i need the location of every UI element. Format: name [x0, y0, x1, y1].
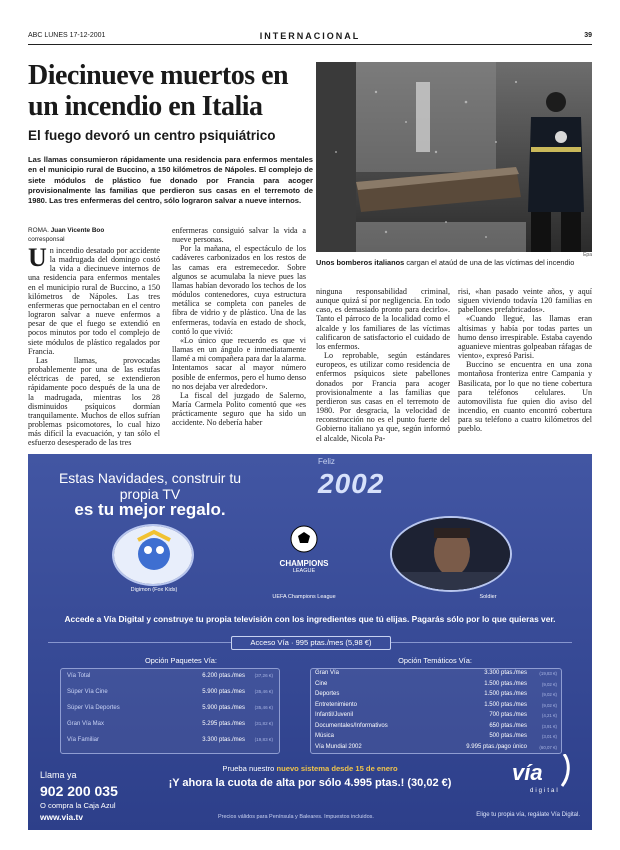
digimon-icon	[114, 526, 192, 584]
channel-label: Soldier	[479, 594, 497, 600]
package-row	[61, 685, 279, 701]
price-note: Precios válidos para Península y Baleares. Impuestos incluidos.	[218, 814, 374, 820]
byline	[28, 226, 160, 244]
package-euro: (37,26 €)	[254, 673, 273, 678]
paragraph: «Lo único que recuerdo es que vi llamas en un ángulo e inmediatamente llamé a mi compañera para dar la alarma. Intentamos sacar al mayor número posible de enfermos, pero el humo denso no nos dejaba ver alrededor».	[172, 335, 306, 391]
thematic-price: 500 ptas./mes	[489, 733, 527, 739]
article-column-2	[172, 226, 306, 427]
thematic-euro: (4,21 €)	[541, 713, 557, 718]
paragraph: enfermeras consiguió salvar la vida a nueve personas.	[172, 226, 306, 245]
article-column-3	[316, 287, 450, 443]
package-name: Súper Vía Deportes	[67, 705, 120, 711]
thematic-euro: (3,01 €)	[541, 734, 557, 739]
trial-text-b: nuevo sistema desde 15 de enero	[276, 764, 398, 773]
package-price: 5.900 ptas./mes	[202, 689, 245, 695]
call-now: Llama ya	[40, 770, 77, 780]
byline-role: corresponsal	[28, 236, 65, 243]
signup-offer: ¡Y ahora la cuota de alta por sólo 4.995 ptas.! (30,02 €)	[168, 777, 452, 789]
thematic-price: 650 ptas./mes	[489, 722, 527, 729]
ad-feliz: Feliz	[318, 457, 335, 466]
package-price: 3.300 ptas./mes	[202, 737, 245, 743]
news-photo	[316, 62, 592, 252]
package-euro: (35,46 €)	[254, 689, 273, 694]
coffin-bearers-photo	[316, 62, 592, 252]
thematic-euro: (3,91 €)	[541, 723, 557, 729]
thematic-price: 1.500 ptas./mes	[484, 701, 527, 708]
thematic-euro: (60,07 €)	[539, 744, 557, 750]
ad-headline: Estas Navidades, construir tu propia TV	[58, 470, 242, 502]
via-logo-text: vía	[512, 760, 543, 785]
website-link[interactable]: www.via.tv	[40, 812, 83, 822]
package-name: Súper Vía Cine	[67, 689, 108, 695]
thematic-row	[311, 732, 561, 743]
package-price: 5.900 ptas./mes	[202, 705, 245, 711]
channel-label: UEFA Champions League	[272, 594, 336, 600]
thematic-name: Deportes	[315, 691, 340, 697]
package-euro: (35,46 €)	[254, 705, 273, 710]
package-euro: (31,82 €)	[254, 721, 273, 726]
thematic-table	[310, 668, 562, 754]
package-row	[61, 733, 279, 749]
thematic-euro: (9,02 €)	[541, 692, 557, 697]
channel-label: Digimon (Fox Kids)	[130, 587, 178, 593]
thematic-euro: (9,02 €)	[541, 681, 557, 687]
thematic-row	[311, 680, 561, 691]
article-lead: Las llamas consumieron rápidamente una residencia para enfermos mentales en el municipio rural de Buccino, a 150 kilómetros de Nápoles. El complejo de siete módulos de plástico fue donado por Francia para acoger provisionalmente las familias que perdieron sus casas en el terremoto de 1980. Las tres enfermeras del centro, sólo lograron salvar a nueve internos.	[28, 155, 313, 206]
package-name: Vía Familiar	[67, 737, 100, 743]
byline-place: ROMA.	[28, 227, 49, 234]
paragraph: La fiscal del juzgado de Salerno, María Carmela Polito comentó que «es prácticamente seguro que ha sido un accidente. No debería haber	[172, 390, 306, 428]
package-row	[61, 669, 279, 685]
access-price: Acceso Vía · 995 ptas./mes (5,98 €)	[231, 636, 391, 650]
paragraph: Las llamas, provocadas probablemente por una de las estufas eléctricas de pared, se extendieron rápidamente poco después de la una de la madrugada, mientras los 28 disminuidos psíquicos dormían tranquilamente. Muchos de ellos sufrían problemas psicomotores, lo cual hizo más difícil la evacuación, y tan sólo el esfuerzo desesperado de las tres	[28, 355, 160, 448]
soldier-image	[390, 516, 512, 592]
thematic-name: Entretenimiento	[315, 701, 358, 708]
thematic-price: 700 ptas./mes	[489, 712, 527, 718]
thematic-title: Opción Temáticos Vía:	[398, 656, 472, 665]
drop-cap: U	[28, 243, 47, 272]
photo-credit: Epa	[583, 252, 592, 258]
thematic-name: Infantil/Juvenil	[315, 712, 354, 718]
article-headline: Diecinueve muertos en un incendio en Italia	[28, 60, 289, 122]
thematic-price: 1.500 ptas./mes	[484, 680, 527, 687]
packages-title: Opción Paquetes Vía:	[145, 656, 217, 665]
package-name: Gran Vía Max	[67, 721, 105, 727]
byline-author: Juan Vicente Boo	[50, 227, 105, 234]
caja-azul: O compra la Caja Azul	[40, 801, 116, 810]
champions-league-logo	[254, 524, 354, 584]
league-text: LEAGUE	[292, 568, 316, 574]
soccer-ball-icon	[289, 524, 319, 554]
thematic-euro: (19,83 €)	[539, 671, 557, 676]
package-row	[61, 717, 279, 733]
thematic-price: 9.995 ptas./pago único	[466, 743, 527, 750]
trial-text-a: Prueba nuestro	[222, 764, 275, 773]
thematic-price: 3.300 ptas./mes	[484, 670, 527, 676]
digimon-image	[112, 524, 194, 586]
thematic-name: Vía Mundial 2002	[315, 743, 362, 750]
thematic-name: Música	[315, 733, 335, 739]
thematic-euro: (9,02 €)	[541, 702, 557, 708]
ad-year: 2002	[318, 468, 385, 499]
paragraph: ninguna responsabilidad criminal, aunque quizá sí por negligencia. En todo caso, es demasiado pronto para decirlo». Tanto el párroco de la localidad como el alcalde y los familiares de las víctimas calificaron de satisfactorio el cuidado de los enfermos.	[316, 287, 450, 351]
thematic-row	[311, 743, 561, 754]
article-column-4	[458, 287, 592, 434]
paragraph: «Cuando llegué, las llamas eran altísimas y había por todas partes un humo denso irrespirable. Estaba cayendo aguanieve mientras golpeaban ráfagas de viento», expresó Parisi.	[458, 314, 592, 361]
thematic-row	[311, 711, 561, 722]
caption-text: cargan el ataúd de una de las víctimas del incendio	[406, 258, 575, 267]
thematic-row	[311, 669, 561, 680]
thematic-name: Documentales/Informativos	[315, 722, 388, 729]
thematic-row	[311, 690, 561, 701]
page-number: 39	[584, 32, 592, 39]
package-row	[61, 701, 279, 717]
via-digital-logo	[508, 754, 574, 800]
paragraph: risi, «han pasado veinte años, y aquí siguen viviendo todavía 120 familias en pabellones prefabricados».	[458, 287, 592, 315]
thematic-name: Gran Vía	[315, 670, 340, 676]
package-price: 5.295 ptas./mes	[202, 721, 245, 727]
ad-headline-bold: es tu mejor regalo.	[74, 500, 226, 519]
soldier-movie-icon	[392, 518, 510, 590]
via-digital-ad	[28, 454, 592, 830]
thematic-name: Cine	[315, 680, 328, 687]
paragraph-text: n incendio desatado por accidente la madrugada del domingo costó la vida a diecinueve internos de una residencia para enfermos mentales en el municipio rural de Buccino, a 150 kilómetros de Nápoles. Las tres enfermeras que pernoctaban en el centro lograron salvar a nueve enfermos a pesar de que el fuego se extendió en pocos minutos por todo el complejo de siete módulos de plástico regalados por Francia.	[28, 246, 160, 356]
paragraph	[28, 243, 160, 356]
package-price: 6.200 ptas./mes	[202, 673, 245, 679]
thematic-row	[311, 701, 561, 712]
paragraph: Por la mañana, el espectáculo de los cadáveres carbonizados en los restos de las camas era estremecedor. Sobre algunos se acumulaba la nieve pues las llamas habían devorado los techos de los módulos contenedores, cuya estructura metálica se completa con paneles de fibra de vidrio y de plástico. Una de las enfermeras, todavía en estado de shock, contó lo que vivió:	[172, 244, 306, 336]
packages-table	[60, 668, 280, 754]
package-euro: (19,83 €)	[254, 737, 273, 742]
page-header	[28, 32, 592, 45]
section-title: INTERNACIONAL	[259, 31, 361, 41]
via-logo-sub: digital	[530, 788, 560, 794]
caption-bold: Unos bomberos italianos	[316, 258, 405, 267]
access-text: Accede a Vía Digital y construye tu propia televisión con los ingredientes que tú elijas. Pagarás sólo por lo que quieras ver.	[64, 614, 556, 624]
package-name: Vía Total	[67, 673, 91, 679]
photo-caption	[316, 258, 592, 267]
paragraph: Lo reprobable, según estándares europeos, es utilizar como residencia de enfermos psíquicos siete pabellones donados por Francia para acoger provisionalmente a las familias que perdieron sus casas en el terremoto de 1980. Por desgracia, la velocidad de reconstrucción no es el punto fuerte del Gobierno italiano ya que, según informó el alcalde, Nicola Pa-	[316, 351, 450, 443]
issue-date: ABC LUNES 17-12-2001	[28, 32, 106, 39]
slogan: Elige tu propia vía, regálate Vía Digital.	[476, 812, 580, 818]
thematic-row	[311, 722, 561, 733]
article-column-1	[28, 243, 160, 448]
champions-text: CHAMPIONS	[279, 559, 329, 568]
article-subhead: El fuego devoró un centro psiquiátrico	[28, 128, 276, 143]
thematic-price: 1.500 ptas./mes	[484, 691, 527, 697]
paragraph: Buccino se encuentra en una zona montañosa fronteriza entre Campania y Basilicata, por lo que no tiene cobertura para teléfonos celulares. Un automovilista fue quien dio aviso del incendio, en cuanto encontró cobertura para su teléfono a cuatro kilómetros del pueblo.	[458, 360, 592, 434]
phone-number[interactable]: 902 200 035	[40, 783, 118, 799]
